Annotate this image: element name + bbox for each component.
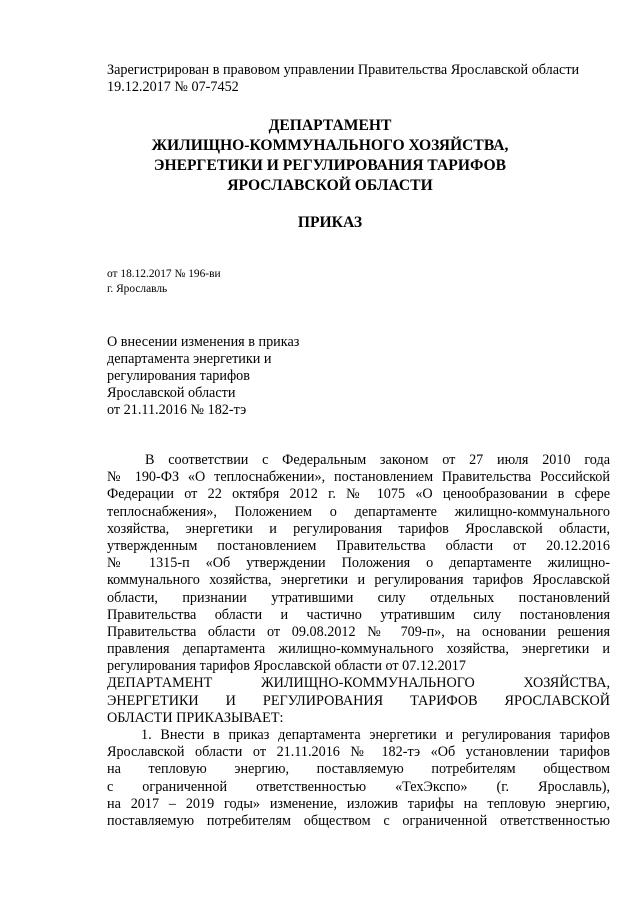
body-line: регулирования тарифов Ярославской области от 07.12.2017 [107, 658, 466, 675]
body-line: утвержденным постановлением Правительства области от 20.12.2016 [107, 537, 610, 554]
registration-line-2: 19.12.2017 № 07-7452 [107, 79, 239, 95]
department-line: ЖИЛИЩНО-КОММУНАЛЬНОГО ХОЗЯЙСТВА, [151, 137, 509, 154]
body-line: правления департамента жилищно-коммунального хозяйства, энергетики и [107, 641, 610, 658]
body-line: Ярославской области от 21.11.2016 № 182-тэ «Об установлении тарифов [107, 744, 610, 761]
body-line: на тепловую энергию, поставляемую потребителям обществом [107, 761, 610, 778]
subject-line: департамента энергетики и [107, 351, 272, 367]
registration-note [107, 62, 607, 96]
body-line: с ограниченной ответственностью «ТехЭкспо» (г. Ярославль), [107, 778, 610, 795]
body-line: Правительства области и частично утратившим силу постановления [107, 606, 610, 623]
order-title: ПРИКАЗ [297, 214, 363, 231]
body-line: коммунального хозяйства, энергетики и регулирования тарифов Ярославской [107, 572, 610, 589]
body-line: хозяйства, энергетики и регулирования тарифов Ярославской области, [107, 520, 610, 537]
body-line: Правительства области от 09.08.2012 № 709-п», на основании решения [107, 623, 610, 640]
body-line: № 1315-п «Об утверждении Положения о департаменте жилищно- [107, 555, 610, 572]
body-line: В соответствии с Федеральным законом от 27 июля 2010 года [145, 452, 610, 468]
order-body [107, 452, 610, 830]
subject-line: Ярославской области [107, 385, 236, 401]
department-header [100, 116, 560, 196]
department-line: ЯРОСЛАВСКОЙ ОБЛАСТИ [227, 177, 433, 194]
registration-line-1: Зарегистрирован в правовом управлении Правительства Ярославской области [107, 62, 580, 78]
order-subject [107, 334, 299, 419]
department-line: ЭНЕРГЕТИКИ И РЕГУЛИРОВАНИЯ ТАРИФОВ [153, 157, 507, 174]
order-date-block [107, 267, 221, 297]
body-line: ЭНЕРГЕТИКИ И РЕГУЛИРОВАНИЯ ТАРИФОВ ЯРОСЛАВСКОЙ [107, 692, 610, 709]
body-line: Федерации от 22 октября 2012 г. № 1075 «О ценообразовании в сфере [107, 486, 610, 503]
body-line: ДЕПАРТАМЕНТ ЖИЛИЩНО-КОММУНАЛЬНОГО ХОЗЯЙСТВА, [107, 675, 610, 692]
body-line: теплоснабжения», Положением о департаменте жилищно-коммунального [107, 503, 610, 520]
order-city: г. Ярославль [107, 283, 168, 295]
subject-line: от 21.11.2016 № 182-тэ [107, 402, 247, 418]
body-line: ОБЛАСТИ ПРИКАЗЫВАЕТ: [107, 709, 284, 726]
body-line: на 2017 – 2019 годы» изменение, изложив тарифы на тепловую энергию, [107, 795, 610, 812]
body-line: 1. Внести в приказ департамента энергетики и регулирования тарифов [141, 727, 610, 743]
body-line: области, признании утратившими силу отдельных постановлений [107, 589, 610, 606]
department-line: ДЕПАРТАМЕНТ [268, 117, 392, 134]
subject-line: О внесении изменения в приказ [107, 334, 300, 350]
body-line: № 190-ФЗ «О теплоснабжении», постановлением Правительства Российской [107, 469, 610, 486]
body-line: поставляемую потребителям обществом с ограниченной ответственностью [107, 812, 610, 829]
subject-line: регулирования тарифов [107, 368, 250, 384]
order-date: от 18.12.2017 № 196-ви [107, 268, 221, 280]
